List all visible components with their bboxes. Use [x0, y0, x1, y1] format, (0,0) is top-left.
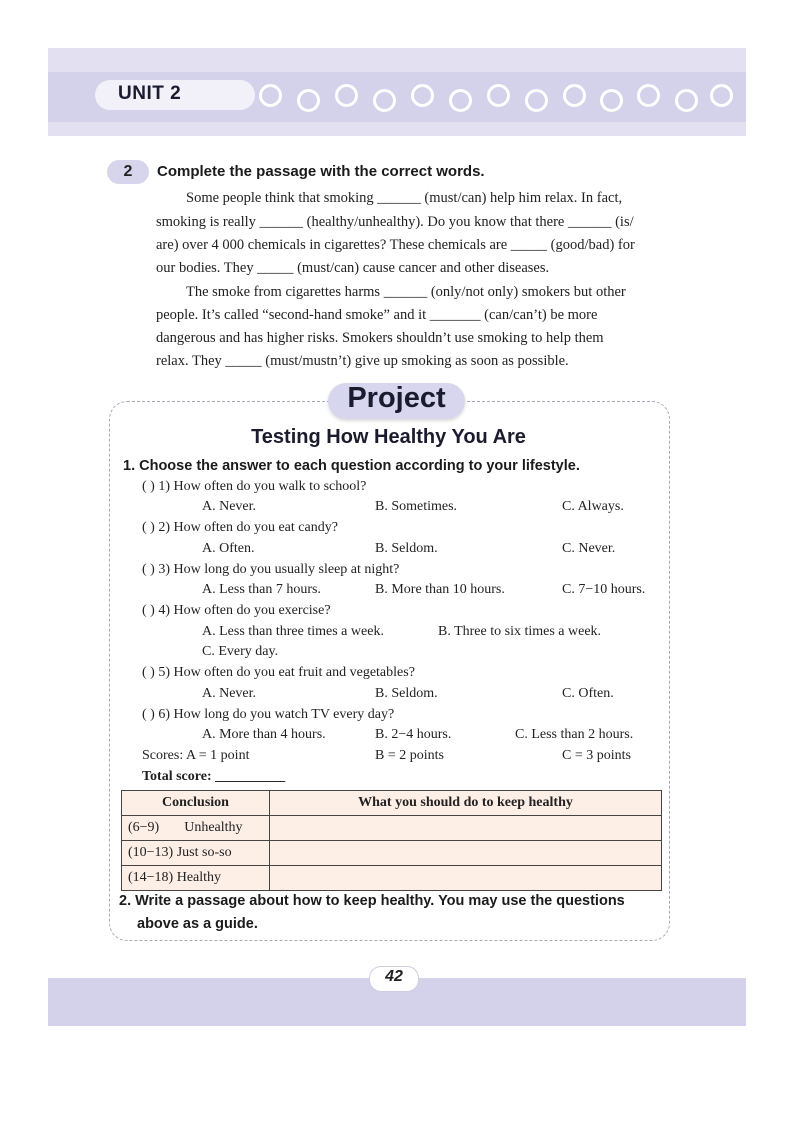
- option-a: A. Less than three times a week.: [202, 624, 384, 639]
- table-row: [122, 816, 662, 841]
- ring-decoration: [411, 84, 434, 107]
- passage-line: Some people think that smoking ______ (must/can) help him relax. In fact,: [186, 190, 623, 206]
- table-row: [122, 866, 662, 891]
- task-2-instruction-cont: above as a guide.: [137, 916, 258, 932]
- column-header: Conclusion: [122, 791, 270, 816]
- option-c: C. Every day.: [202, 644, 279, 659]
- ring-decoration: [563, 84, 586, 107]
- conclusion-cell: [122, 841, 270, 866]
- passage-line: are) over 4 000 chemicals in cigarettes? These chemicals are _____ (good/bad) for: [156, 237, 635, 253]
- passage-line: smoking is really ______ (healthy/unhealthy). Do you know that there ______ (is/: [156, 214, 634, 230]
- ring-decoration: [637, 84, 660, 107]
- option-b: B. Seldom.: [375, 541, 438, 556]
- option-a: A. Less than 7 hours.: [202, 582, 321, 597]
- option-c: C. Never.: [562, 541, 616, 556]
- option-a: A. Never.: [202, 499, 257, 514]
- exercise-instruction: Complete the passage with the correct words.: [157, 163, 485, 180]
- advice-cell[interactable]: [270, 816, 662, 841]
- question-1: ( ) 1) How often do you walk to school?: [142, 479, 367, 494]
- page-number: 42: [385, 968, 403, 985]
- score-a: Scores: A = 1 point: [142, 748, 250, 763]
- ring-decoration: [600, 89, 623, 112]
- task-1-instruction: 1. Choose the answer to each question according to your lifestyle.: [123, 458, 580, 474]
- option-c: C. 7−10 hours.: [562, 582, 646, 597]
- passage-line: dangerous and has higher risks. Smokers shouldn’t use smoking to help them: [156, 330, 604, 346]
- conclusion-label: Healthy: [176, 870, 222, 885]
- ring-decoration: [525, 89, 548, 112]
- column-header: What you should do to keep healthy: [270, 791, 662, 816]
- task-2-instruction: 2. Write a passage about how to keep healthy. You may use the questions: [119, 893, 625, 909]
- ring-decoration: [710, 84, 733, 107]
- ring-decoration: [335, 84, 358, 107]
- conclusion-table: [121, 790, 662, 891]
- option-b: B. Sometimes.: [375, 499, 458, 514]
- project-heading: Project: [347, 382, 446, 414]
- option-a: A. Never.: [202, 686, 257, 701]
- project-subtitle: Testing How Healthy You Are: [251, 426, 526, 448]
- passage-line: our bodies. They _____ (must/can) cause cancer and other diseases.: [156, 260, 550, 276]
- ring-decoration: [259, 84, 282, 107]
- conclusion-cell: [122, 866, 270, 891]
- ring-decoration: [449, 89, 472, 112]
- unit-label: UNIT 2: [118, 83, 182, 104]
- score-c: C = 3 points: [562, 748, 631, 763]
- question-5: ( ) 5) How often do you eat fruit and vegetables?: [142, 665, 415, 680]
- question-6: ( ) 6) How long do you watch TV every day?: [142, 707, 395, 722]
- conclusion-cell: [122, 816, 270, 841]
- option-b: B. Three to six times a week.: [438, 624, 602, 639]
- passage-line: The smoke from cigarettes harms ______ (only/not only) smokers but other: [186, 284, 626, 300]
- option-c: C. Often.: [562, 686, 614, 701]
- score-b: B = 2 points: [375, 748, 444, 763]
- conclusion-label: Just so-so: [176, 845, 232, 860]
- ring-decoration: [487, 84, 510, 107]
- option-a: A. More than 4 hours.: [202, 727, 326, 742]
- advice-cell[interactable]: [270, 866, 662, 891]
- option-c: C. Less than 2 hours.: [515, 727, 634, 742]
- option-b: B. 2−4 hours.: [375, 727, 452, 742]
- passage-line: relax. They _____ (must/mustn’t) give up smoking as soon as possible.: [156, 353, 569, 369]
- score-range: (14−18): [128, 870, 174, 885]
- score-range: (10−13): [128, 845, 174, 860]
- ring-decoration: [675, 89, 698, 112]
- score-range: (6−9): [128, 820, 160, 835]
- option-b: B. Seldom.: [375, 686, 438, 701]
- table-row: [122, 841, 662, 866]
- option-c: C. Always.: [562, 499, 624, 514]
- ring-decoration: [297, 89, 320, 112]
- exercise-number-badge: 2: [107, 160, 149, 184]
- passage-line: people. It’s called “second-hand smoke” and it _______ (can/can’t) be more: [156, 307, 598, 323]
- option-a: A. Often.: [202, 541, 255, 556]
- question-3: ( ) 3) How long do you usually sleep at night?: [142, 562, 400, 577]
- option-b: B. More than 10 hours.: [375, 582, 505, 597]
- advice-cell[interactable]: [270, 841, 662, 866]
- conclusion-label: Unhealthy: [184, 820, 243, 835]
- total-score: Total score: __________: [142, 769, 286, 784]
- ring-decoration: [373, 89, 396, 112]
- table-header-row: [122, 791, 662, 816]
- question-2: ( ) 2) How often do you eat candy?: [142, 520, 338, 535]
- question-4: ( ) 4) How often do you exercise?: [142, 603, 331, 618]
